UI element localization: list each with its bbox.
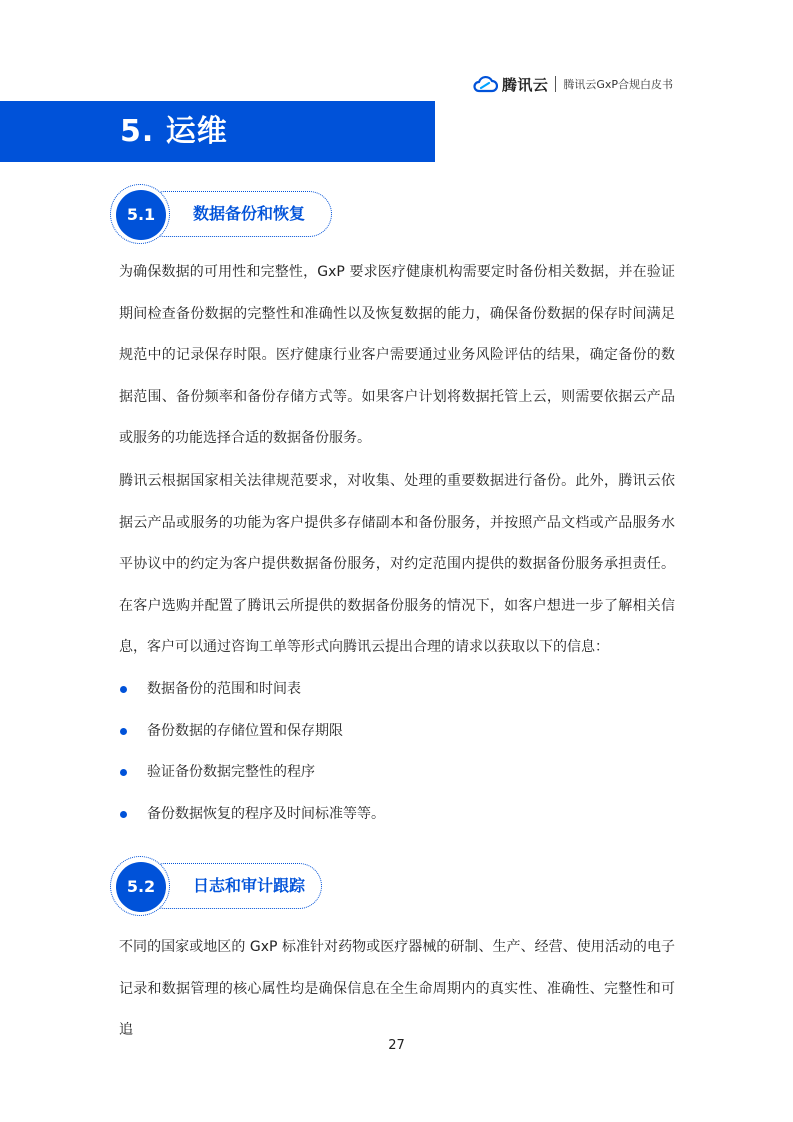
section-heading-pill (142, 191, 332, 237)
paragraph-backup-requirements: 为确保数据的可用性和完整性，GxP 要求医疗健康机构需要定时备份相关数据，并在验证期间检查备份数据的完整性和准确性以及恢复数据的能力，确保备份数据的保存时间满足规范中的记录保存时限。医疗健康行业客户需要通过业务风险评估的结果，确定备份的数据范围、备份频率和备份存储方式等。如果客户计划将数据托管上云，则需要依据云产品或服务的功能选择合适的数据备份服务。 (119, 264, 675, 446)
list-item-text: 验证备份数据完整性的程序 (147, 764, 315, 780)
list-item-text: 数据备份的范围和时间表 (147, 681, 301, 697)
header-subtitle: 腾讯云GxP合规白皮书 (563, 78, 673, 91)
header-divider (555, 76, 556, 92)
chapter-title: 5. 运维 (120, 114, 228, 149)
section-number-ring (110, 184, 170, 244)
list-item-text: 备份数据恢复的程序及时间标准等等。 (147, 805, 385, 822)
header-brand: 腾讯云 (501, 75, 549, 94)
page-header (472, 72, 673, 96)
page-number: 27 (388, 1038, 405, 1053)
bullet-dot-icon (120, 686, 127, 693)
list-item (119, 794, 675, 836)
bullet-dot-icon (120, 811, 127, 818)
section-number-ring (110, 856, 170, 916)
bullet-dot-icon (120, 728, 127, 735)
backup-info-list (119, 669, 675, 835)
section-title: 日志和审计跟踪 (193, 876, 306, 895)
section-number: 5.2 (116, 862, 166, 912)
list-item-text: 备份数据的存储位置和保存期限 (147, 722, 343, 739)
paragraph-gxp-standards: 不同的国家或地区的 GxP 标准针对药物或医疗器械的研制、生产、经营、使用活动的电子记录和数据管理的核心属性均是确保信息在全生命周期内的真实性、准确性、完整性和可追 (119, 939, 675, 1038)
paragraph-tencent-backup: 腾讯云根据国家相关法律规范要求，对收集、处理的重要数据进行备份。此外，腾讯云依据云产品或服务的功能为客户提供多存储副本和备份服务，并按照产品文档或产品服务水平协议中的约定为客户提供数据备份服务，对约定范围内提供的数据备份服务承担责任。在客户选购并配置了腾讯云所提供的数据备份服务的情况下，如客户想进一步了解相关信息，客户可以通过咨询工单等形式向腾讯云提出合理的请求以获取以下的信息： (119, 473, 675, 655)
list-item (119, 752, 675, 794)
bullet-dot-icon (120, 769, 127, 776)
section-title: 数据备份和恢复 (193, 204, 306, 223)
list-item (119, 669, 675, 711)
list-item (119, 711, 675, 753)
section-number: 5.1 (116, 190, 166, 240)
tencent-cloud-logo-icon (472, 75, 498, 93)
